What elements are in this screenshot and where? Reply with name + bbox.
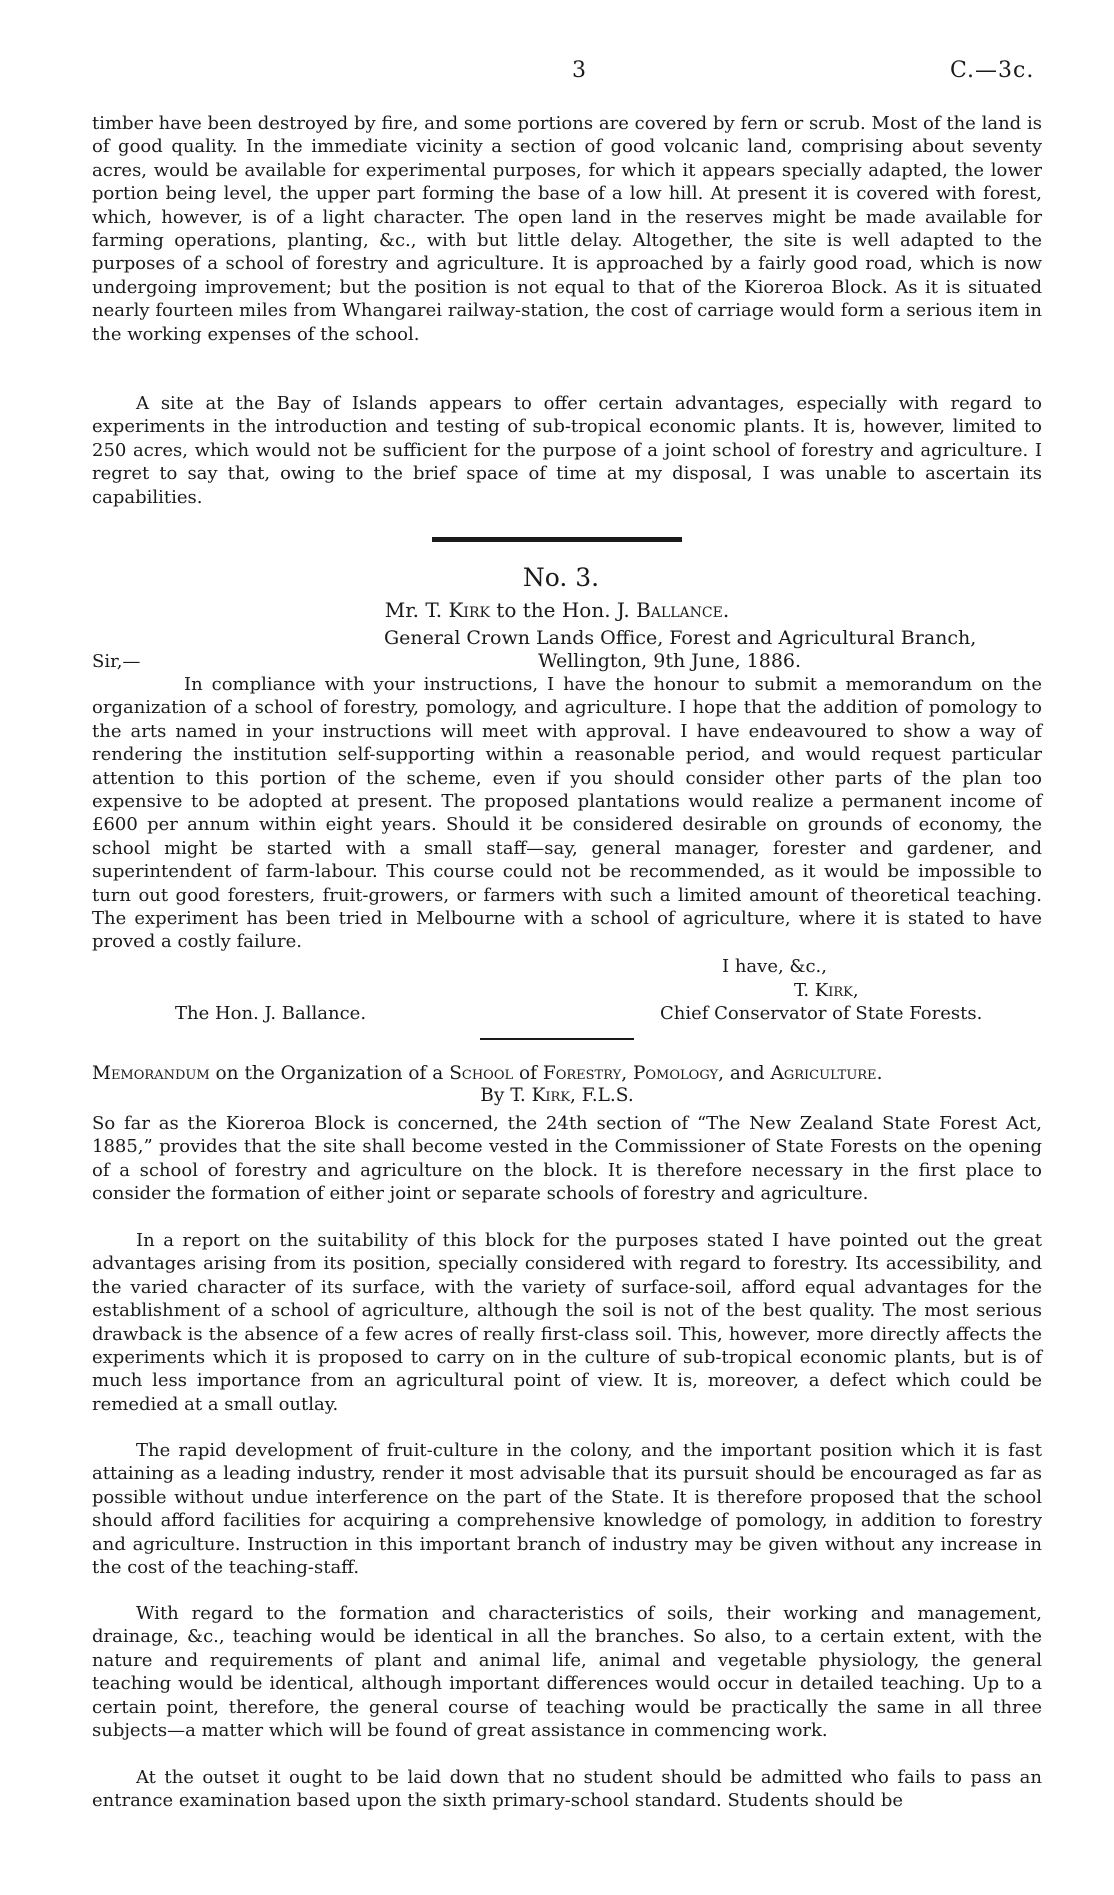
page-number: 3 [572,58,586,83]
letter-signature: T. Kirk, [794,980,859,1001]
memorandum-title: Memorandum on the Organization of a School of Forestry, Pomology, and Agriculture. [92,1063,883,1084]
memorandum-paragraph-5: At the outset it ought to be laid down that no student should be admitted who fails to pass an entrance examination based upon the sixth primary-school standard. Students should be [92,1767,1042,1812]
letter-number: No. 3. [522,563,600,592]
intro-paragraph-1: timber have been destroyed by fire, and some portions are covered by fern or scrub. Most of the land is of good quality. In the immediate vicinity a section of good volcanic land, comprising about seventy acres, would be available for experimental purposes, for which it appears specially adapted, the lower portion being level, the upper part forming the base of a low hill. At present it is covered with forest, which, however, is of a light character. The open land in the reserves might be made available for farming operations, planting, &c., with but little delay. Altogether, the site is well adapted to the purposes of a school of forestry and agriculture. It is approached by a fairly good road, which is now undergoing improvement; but the position is not equal to that of the Kioreroa Block. As it is situated nearly fourteen miles from Whangarei railway-station, the cost of carriage would form a serious item in the working expenses of the school. [92,113,1042,345]
letter-salutation: Sir,— [92,651,141,672]
memorandum-divider-rule [480,1038,634,1040]
letter-address-line-1: General Crown Lands Office, Forest and Agricultural Branch, [384,627,977,649]
memorandum-paragraph-2: In a report on the suitability of this block for the purposes stated I have pointed out the great advantages arising from its position, specially considered with regard to forestry. Its accessibility, and the varied character of its surface, with the variety of surface-soil, afford equal advantages for the establishment of a school of agriculture, although the soil is not of the best quality. The most serious drawback is the absence of a few acres of really first-class soil. This, however, more directly affects the experiments which it is proposed to carry on in the culture of sub-tropical economic plants, but is of much less importance from an agricultural point of view. It is, moreover, a defect which could be remedied at a small outlay. [92,1230,1042,1415]
section-divider-rule [432,537,682,542]
letter-recipient: The Hon. J. Ballance. [175,1003,367,1024]
letter-body: In compliance with your instructions, I have the honour to submit a memorandum on the organization of a school of forestry, pomology, and agriculture. I hope that the addition of pomology to the arts named in your instructions will meet with approval. I have endeavoured to show a way of rendering the institution self-supporting within a reasonable period, and would request particular attention to this portion of the scheme, even if you should consider other parts of the plan too expensive to be adopted at present. The proposed plantations would realize a permanent income of £600 per annum within eight years. Should it be considered desirable on grounds of economy, the school might be started with a small staff—say, general manager, forester and gardener, and superintendent of farm-labour. This course could not be recommended, as it would be impossible to turn out good foresters, fruit-growers, or farmers with such a limited amount of theoretical teaching. The experiment has been tried in Melbourne with a school of agriculture, where it is stated to have proved a costly failure. [92,674,1042,953]
letter-address-line-2: Wellington, 9th June, 1886. [538,650,802,672]
memorandum-paragraph-4: With regard to the formation and characteristics of soils, their working and management, drainage, &c., teaching would be identical in all the branches. So also, to a certain extent, with the nature and requirements of plant and animal life, animal and vegetable physiology, the general teaching would be identical, although important differences would occur in detailed teaching. Up to a certain point, therefore, the general course of teaching would be practically the same in all three subjects—a matter which will be found of great assistance in commencing work. [92,1603,1042,1742]
intro-paragraph-2: A site at the Bay of Islands appears to offer certain advantages, especially with regard to experiments in the introduction and testing of sub-tropical economic plants. It is, however, limited to 250 acres, which would not be sufficient for the purpose of a joint school of forestry and agriculture. I regret to say that, owing to the brief space of time at my disposal, I was unable to ascertain its capabilities. [92,393,1042,508]
memorandum-paragraph-3: The rapid development of fruit-culture in the colony, and the important position which it is fast attaining as a leading industry, render it most advisable that its pursuit should be encouraged as far as possible without undue interference on the part of the State. It is therefore proposed that the school should afford facilities for acquiring a comprehensive knowledge of pomology, in addition to forestry and agriculture. Instruction in this important branch of industry may be given without any increase in the cost of the teaching-staff. [92,1440,1042,1579]
letter-signature-title: Chief Conservator of State Forests. [660,1003,983,1024]
letter-title: Mr. T. Kirk to the Hon. J. Ballance. [384,598,730,622]
document-code: C.—3c. [950,58,1035,83]
memorandum-author: By T. Kirk, F.L.S. [480,1085,634,1106]
letter-closing: I have, &c., [722,956,827,977]
memorandum-paragraph-1: So far as the Kioreroa Block is concerned, the 24th section of “The New Zealand State Forest Act, 1885,” provides that the site shall become vested in the Commissioner of State Forests on the opening of a school of forestry and agriculture on the block. It is therefore necessary in the first place to consider the formation of either joint or separate schools of forestry and agriculture. [92,1113,1042,1205]
